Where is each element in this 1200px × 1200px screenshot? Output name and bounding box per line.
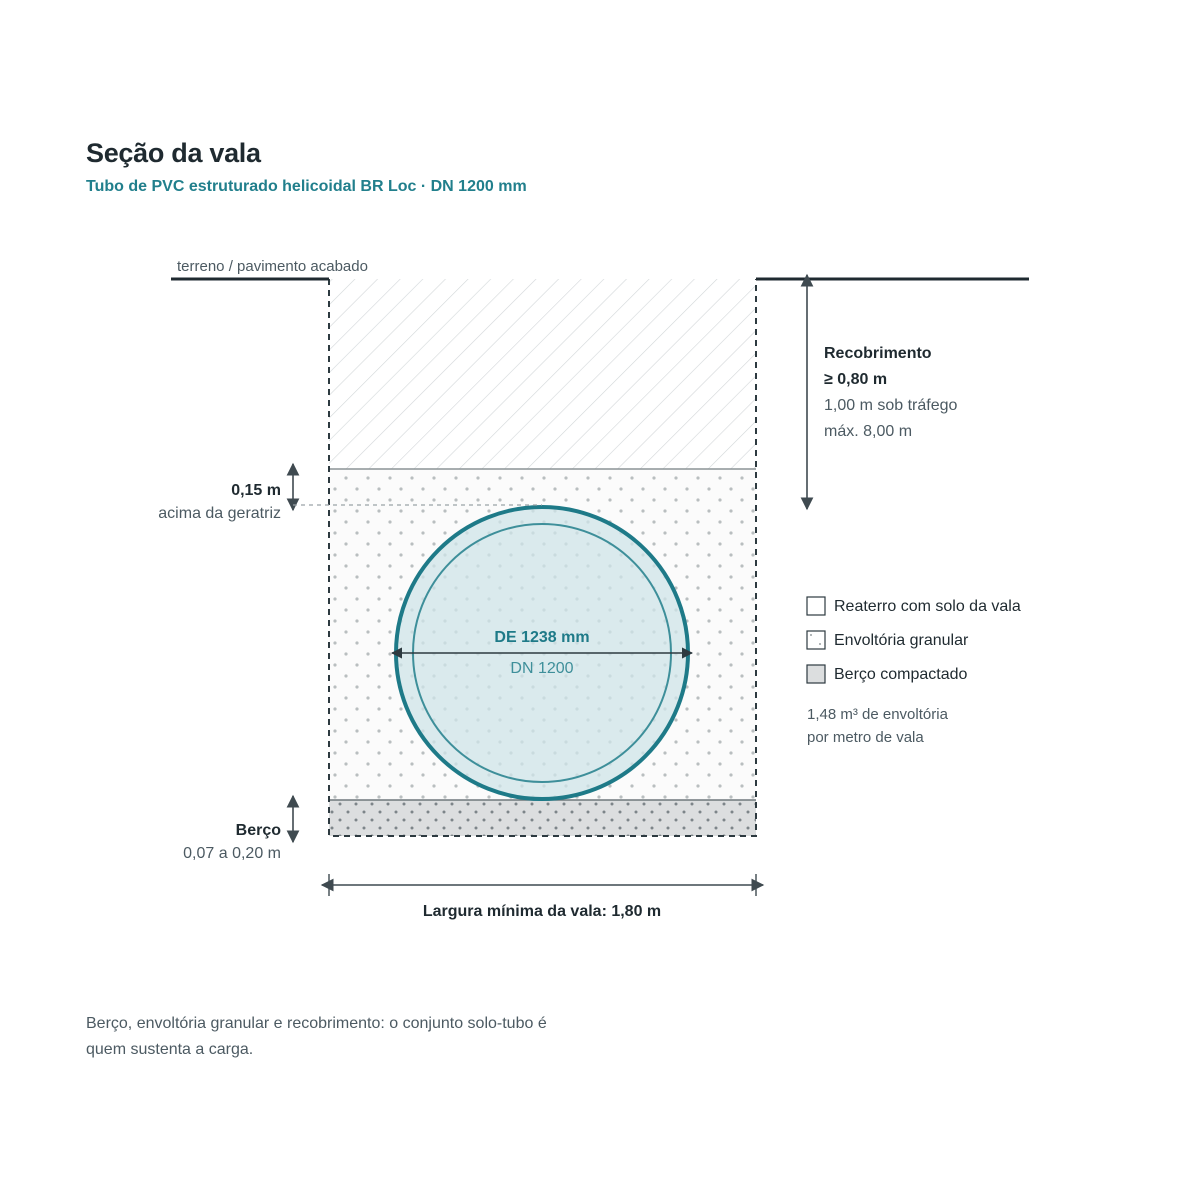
legend-volume-line1: 1,48 m³ de envoltória bbox=[807, 706, 948, 723]
caption bbox=[86, 1011, 646, 1063]
legend-swatch-granular bbox=[807, 631, 825, 649]
caption-line-2: quem sustenta a carga. bbox=[86, 1041, 254, 1058]
legend bbox=[807, 597, 1021, 746]
page-subtitle: Tubo de PVC estruturado helicoidal BR Loc · DN 1200 mm bbox=[86, 178, 527, 195]
bedding-dots bbox=[329, 800, 756, 836]
cover-traffic: 1,00 m sob tráfego bbox=[824, 397, 958, 414]
backfill-zone bbox=[329, 279, 756, 469]
page-title: Seção da vala bbox=[86, 138, 261, 168]
pipe-dn-label: DN 1200 bbox=[510, 660, 574, 677]
caption-line-1: Berço, envoltória granular e recobrimento: o conjunto solo-tubo é bbox=[86, 1015, 547, 1032]
ground-label: terreno / pavimento acabado bbox=[177, 258, 368, 275]
legend-label-bedding: Berço compactado bbox=[834, 666, 968, 683]
legend-swatch-backfill bbox=[807, 597, 825, 615]
cover-max: máx. 8,00 m bbox=[824, 423, 913, 440]
crown-cover-value: 0,15 m bbox=[231, 482, 281, 499]
bedding-title: Berço bbox=[235, 822, 281, 839]
bedding-range: 0,07 a 0,20 m bbox=[183, 845, 281, 862]
legend-label-backfill: Reaterro com solo da vala bbox=[834, 598, 1021, 615]
legend-swatch-granular-dot bbox=[819, 643, 821, 645]
trench-width-label: Largura mínima da vala: 1,80 m bbox=[422, 903, 662, 920]
legend-label-granular: Envoltória granular bbox=[834, 632, 969, 649]
cover-title: Recobrimento bbox=[824, 345, 932, 362]
cover-min: ≥ 0,80 m bbox=[824, 371, 888, 388]
pipe-de-label: DE 1238 mm bbox=[494, 629, 590, 646]
legend-volume-line2: por metro de vala bbox=[807, 729, 924, 746]
legend-swatch-bedding bbox=[807, 665, 825, 683]
legend-swatch-granular-dot bbox=[810, 634, 812, 636]
crown-cover-note: acima da geratriz bbox=[158, 505, 281, 522]
